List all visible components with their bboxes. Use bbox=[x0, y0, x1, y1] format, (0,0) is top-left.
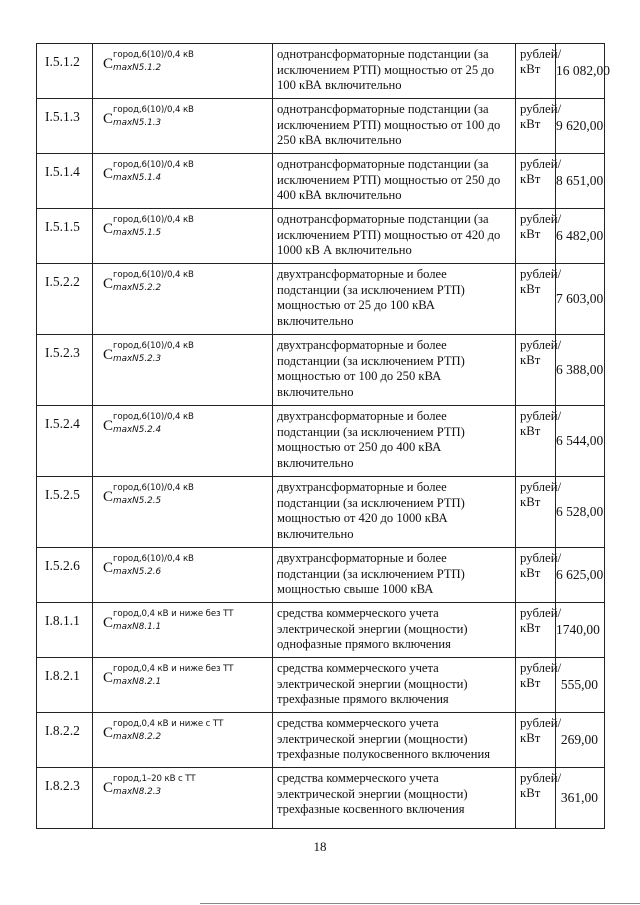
table-row bbox=[37, 713, 605, 768]
table-row bbox=[37, 44, 605, 99]
rate-symbol bbox=[93, 658, 273, 713]
rate-symbol-subscript: maxN5.2.2 bbox=[113, 283, 162, 293]
item-description: однотрансформаторные подстанции (за исключением РТП) мощностью от 420 до 1000 кВ А включительно bbox=[273, 209, 516, 264]
rate-symbol bbox=[93, 768, 273, 829]
rate-value: 6 482,00 bbox=[556, 209, 605, 264]
item-description: двухтрансформаторные и более подстанции (за исключением РТП) мощностью от 420 до 1000 кВА включительно bbox=[273, 477, 516, 548]
rate-symbol-subscript: maxN5.2.3 bbox=[113, 354, 162, 364]
rate-value: 9 620,00 bbox=[556, 99, 605, 154]
rate-symbol-base: C bbox=[103, 276, 114, 292]
unit-label: рублей/ кВт bbox=[516, 264, 556, 335]
item-description: средства коммерческого учета электрической энергии (мощности) однофазные прямого включения bbox=[273, 603, 516, 658]
table-row bbox=[37, 406, 605, 477]
rate-symbol-formula bbox=[103, 719, 272, 747]
rate-symbol-subscript: maxN5.2.4 bbox=[113, 425, 162, 435]
rate-symbol-subscript: maxN5.1.2 bbox=[113, 63, 162, 73]
table-row bbox=[37, 209, 605, 264]
rate-symbol bbox=[93, 264, 273, 335]
item-code: I.8.2.1 bbox=[37, 658, 93, 713]
item-description: однотрансформаторные подстанции (за исключением РТП) мощностью от 25 до 100 кВА включительно bbox=[273, 44, 516, 99]
rate-symbol-formula bbox=[103, 664, 272, 692]
rate-symbol bbox=[93, 406, 273, 477]
unit-label: рублей/ кВт bbox=[516, 209, 556, 264]
unit-label: рублей/ кВт bbox=[516, 477, 556, 548]
unit-label: рублей/ кВт bbox=[516, 154, 556, 209]
table-row bbox=[37, 768, 605, 829]
rate-symbol-formula bbox=[103, 50, 272, 78]
rate-symbol-base: C bbox=[103, 418, 114, 434]
tariff-table bbox=[36, 43, 610, 829]
table-row bbox=[37, 477, 605, 548]
rate-symbol-superscript: город,6(10)/0,4 кВ bbox=[113, 554, 194, 564]
rate-symbol-formula bbox=[103, 483, 272, 511]
unit-label: рублей/ кВт bbox=[516, 335, 556, 406]
item-description: двухтрансформаторные и более подстанции (за исключением РТП) мощностью от 25 до 100 кВА включительно bbox=[273, 264, 516, 335]
rate-value: 6 388,00 bbox=[556, 335, 605, 406]
unit-label: рублей/ кВт bbox=[516, 603, 556, 658]
rate-symbol-superscript: город,0,4 кВ и ниже без ТТ bbox=[113, 664, 234, 674]
rate-symbol-formula bbox=[103, 412, 272, 440]
rate-symbol-subscript: maxN5.1.4 bbox=[113, 173, 162, 183]
item-code: I.8.1.1 bbox=[37, 603, 93, 658]
rate-symbol-formula bbox=[103, 774, 272, 802]
table-row bbox=[37, 264, 605, 335]
item-description: средства коммерческого учета электрической энергии (мощности) трехфазные косвенного включения bbox=[273, 768, 516, 829]
rate-symbol-superscript: город,6(10)/0,4 кВ bbox=[113, 105, 194, 115]
bottom-divider bbox=[200, 903, 640, 904]
rate-symbol-base: C bbox=[103, 166, 114, 182]
item-code: I.5.2.4 bbox=[37, 406, 93, 477]
unit-label: рублей/ кВт bbox=[516, 99, 556, 154]
rate-symbol-formula bbox=[103, 160, 272, 188]
unit-label: рублей/ кВт bbox=[516, 548, 556, 603]
unit-label: рублей/ кВт bbox=[516, 713, 556, 768]
rate-symbol-formula bbox=[103, 554, 272, 582]
item-code: I.8.2.2 bbox=[37, 713, 93, 768]
rate-symbol-subscript: maxN8.2.3 bbox=[113, 787, 162, 797]
rate-symbol-formula bbox=[103, 215, 272, 243]
rate-symbol-subscript: maxN5.2.5 bbox=[113, 496, 162, 506]
rate-value: 6 528,00 bbox=[556, 477, 605, 548]
rate-value: 6 625,00 bbox=[556, 548, 605, 603]
rate-symbol-formula bbox=[103, 105, 272, 133]
rate-symbol-formula bbox=[103, 609, 272, 637]
tariff-table-body bbox=[37, 44, 610, 829]
rate-value: 361,00 bbox=[556, 768, 605, 829]
rate-symbol-base: C bbox=[103, 725, 114, 741]
rate-symbol bbox=[93, 209, 273, 264]
rate-symbol bbox=[93, 603, 273, 658]
rate-symbol bbox=[93, 335, 273, 406]
rate-symbol-superscript: город,6(10)/0,4 кВ bbox=[113, 160, 194, 170]
rate-symbol bbox=[93, 154, 273, 209]
table-row bbox=[37, 548, 605, 603]
item-code: I.5.1.4 bbox=[37, 154, 93, 209]
table-row bbox=[37, 603, 605, 658]
item-code: I.5.1.2 bbox=[37, 44, 93, 99]
item-description: однотрансформаторные подстанции (за исключением РТП) мощностью от 100 до 250 кВА включительно bbox=[273, 99, 516, 154]
item-code: I.5.2.2 bbox=[37, 264, 93, 335]
rate-value: 555,00 bbox=[556, 658, 605, 713]
item-code: I.5.2.6 bbox=[37, 548, 93, 603]
item-code: I.5.2.3 bbox=[37, 335, 93, 406]
item-description: однотрансформаторные подстанции (за исключением РТП) мощностью от 250 до 400 кВА включительно bbox=[273, 154, 516, 209]
item-code: I.8.2.3 bbox=[37, 768, 93, 829]
rate-symbol-superscript: город,6(10)/0,4 кВ bbox=[113, 50, 194, 60]
rate-symbol-subscript: maxN8.2.1 bbox=[113, 677, 162, 687]
rate-symbol-formula bbox=[103, 341, 272, 369]
rate-symbol-base: C bbox=[103, 780, 114, 796]
unit-label: рублей/ кВт bbox=[516, 658, 556, 713]
rate-symbol bbox=[93, 548, 273, 603]
rate-symbol-base: C bbox=[103, 221, 114, 237]
rate-symbol-superscript: город,0,4 кВ и ниже с ТТ bbox=[113, 719, 224, 729]
rate-symbol-base: C bbox=[103, 670, 114, 686]
item-description: двухтрансформаторные и более подстанции (за исключением РТП) мощностью от 250 до 400 кВА включительно bbox=[273, 406, 516, 477]
rate-symbol bbox=[93, 713, 273, 768]
rate-symbol-superscript: город,1–20 кВ с ТТ bbox=[113, 774, 196, 784]
rate-symbol-superscript: город,6(10)/0,4 кВ bbox=[113, 483, 194, 493]
rate-symbol-superscript: город,0,4 кВ и ниже без ТТ bbox=[113, 609, 234, 619]
rate-symbol-superscript: город,6(10)/0,4 кВ bbox=[113, 270, 194, 280]
rate-symbol-base: C bbox=[103, 347, 114, 363]
rate-value: 1740,00 bbox=[556, 603, 605, 658]
rate-value: 7 603,00 bbox=[556, 264, 605, 335]
rate-symbol-subscript: maxN8.2.2 bbox=[113, 732, 162, 742]
rate-symbol-base: C bbox=[103, 615, 114, 631]
rate-symbol bbox=[93, 477, 273, 548]
table-row bbox=[37, 99, 605, 154]
rate-symbol-base: C bbox=[103, 56, 114, 72]
rate-value: 8 651,00 bbox=[556, 154, 605, 209]
rate-symbol-superscript: город,6(10)/0,4 кВ bbox=[113, 412, 194, 422]
rate-symbol-subscript: maxN5.2.6 bbox=[113, 567, 162, 577]
table-row bbox=[37, 154, 605, 209]
unit-label: рублей/ кВт bbox=[516, 44, 556, 99]
rate-value: 269,00 bbox=[556, 713, 605, 768]
rate-symbol-subscript: maxN5.1.5 bbox=[113, 228, 162, 238]
rate-value: 16 082,00 bbox=[556, 44, 605, 99]
table-row bbox=[37, 658, 605, 713]
item-description: двухтрансформаторные и более подстанции (за исключением РТП) мощностью свыше 1000 кВА bbox=[273, 548, 516, 603]
item-code: I.5.1.3 bbox=[37, 99, 93, 154]
rate-symbol-formula bbox=[103, 270, 272, 298]
page-number: 18 bbox=[313, 839, 327, 854]
item-description: средства коммерческого учета электрической энергии (мощности) трехфазные полукосвенного включения bbox=[273, 713, 516, 768]
rate-symbol bbox=[93, 44, 273, 99]
item-code: I.5.1.5 bbox=[37, 209, 93, 264]
rate-symbol-base: C bbox=[103, 111, 114, 127]
unit-label: рублей/ кВт bbox=[516, 406, 556, 477]
item-description: двухтрансформаторные и более подстанции (за исключением РТП) мощностью от 100 до 250 кВА включительно bbox=[273, 335, 516, 406]
rate-symbol-base: C bbox=[103, 489, 114, 505]
rate-symbol bbox=[93, 99, 273, 154]
item-description: средства коммерческого учета электрической энергии (мощности) трехфазные прямого включения bbox=[273, 658, 516, 713]
rate-symbol-subscript: maxN5.1.3 bbox=[113, 118, 162, 128]
rate-value: 6 544,00 bbox=[556, 406, 605, 477]
table-row bbox=[37, 335, 605, 406]
rate-symbol-subscript: maxN8.1.1 bbox=[113, 622, 162, 632]
rate-symbol-superscript: город,6(10)/0,4 кВ bbox=[113, 215, 194, 225]
item-code: I.5.2.5 bbox=[37, 477, 93, 548]
rate-symbol-base: C bbox=[103, 560, 114, 576]
unit-label: рублей/ кВт bbox=[516, 768, 556, 829]
rate-symbol-superscript: город,6(10)/0,4 кВ bbox=[113, 341, 194, 351]
